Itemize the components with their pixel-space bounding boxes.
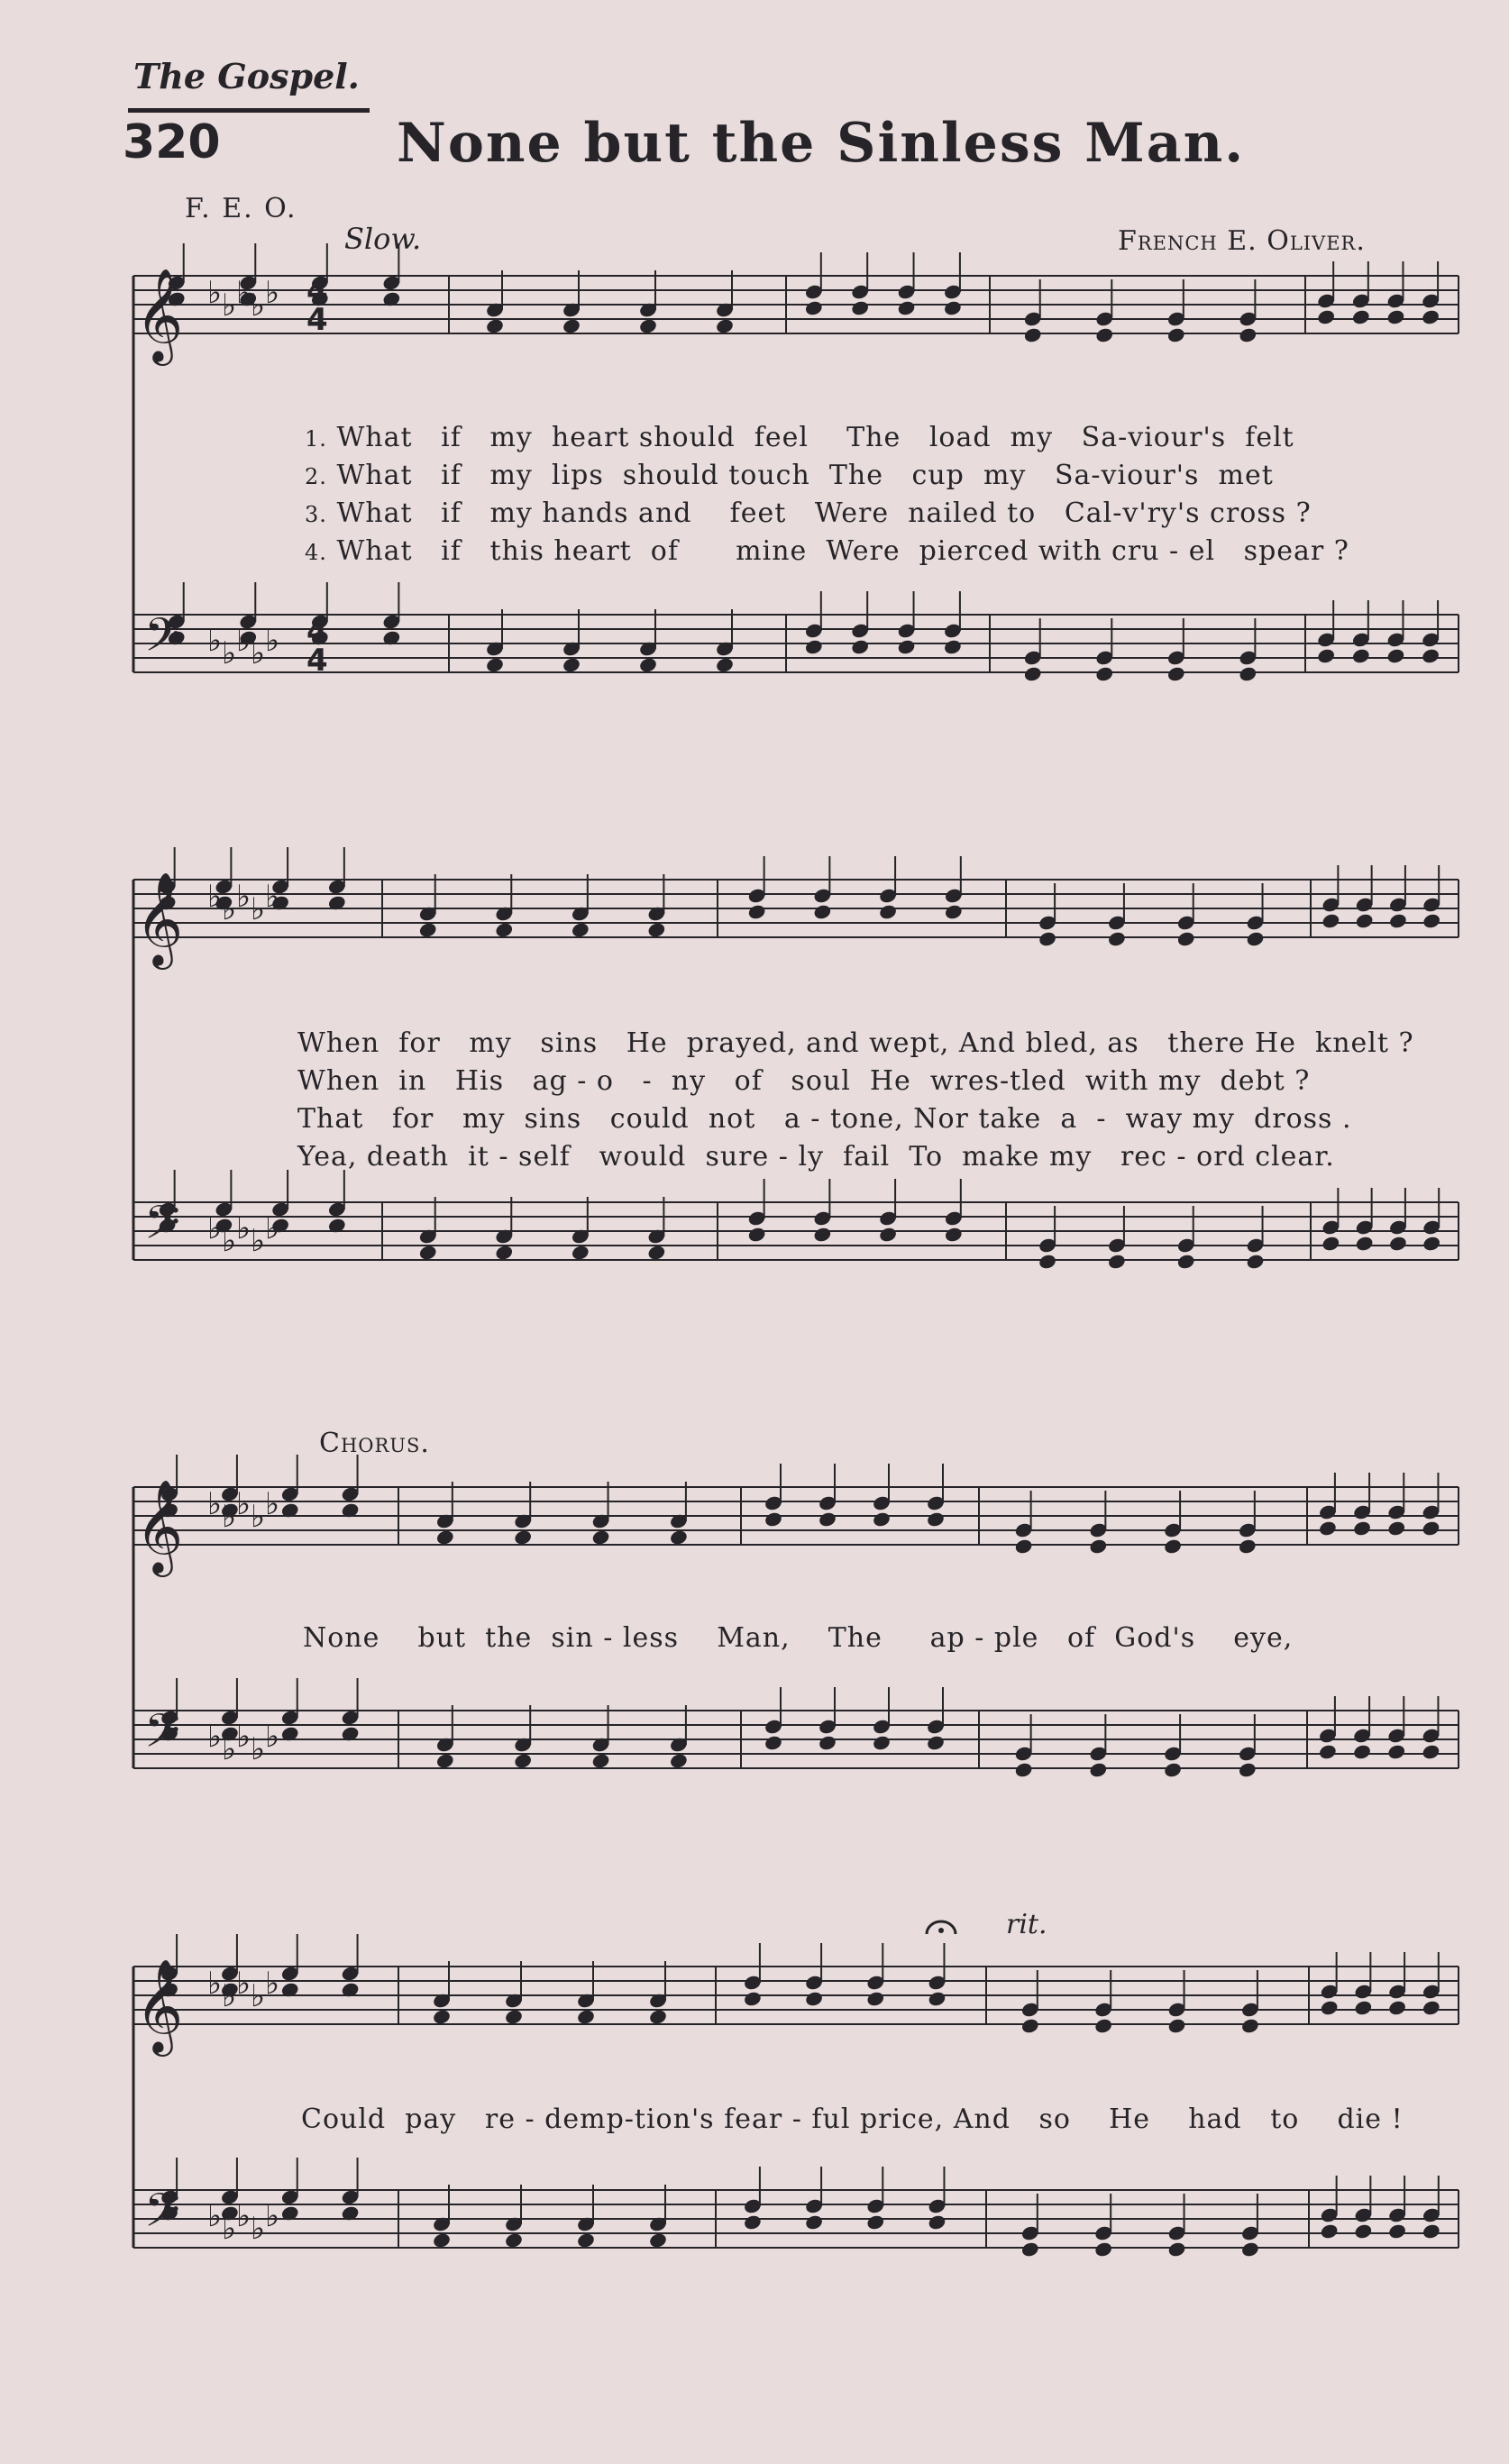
- note-head: [1093, 2017, 1113, 2034]
- verse-line-4-cont: Yea, death it - self would sure - ly fail To make my rec - ord clear.: [297, 1141, 1335, 1173]
- verse-line-4: [305, 535, 1349, 567]
- note-head: [764, 1734, 783, 1751]
- flat-icon: ♭: [207, 1966, 223, 2002]
- verse-line-1-cont: When for my sins He prayed, and wept, And bled, as there He knelt ?: [297, 1027, 1414, 1059]
- note-head: [638, 317, 658, 334]
- flat-icon: ♭: [265, 1210, 280, 1246]
- note-head: [865, 2213, 885, 2231]
- flat-icon: ♭: [222, 1499, 237, 1535]
- note-head: [1388, 912, 1408, 929]
- note-head: [1351, 308, 1371, 325]
- note-head: [1320, 2222, 1340, 2240]
- note-head: [747, 903, 767, 920]
- flat-icon: ♭: [251, 635, 266, 671]
- note-head: [1387, 2222, 1407, 2240]
- note-head: [1386, 1519, 1406, 1537]
- note-head: [494, 1244, 514, 1261]
- note-head: [1014, 1538, 1034, 1555]
- flat-icon: ♭: [236, 1966, 252, 2002]
- note-head: [647, 1244, 667, 1261]
- note-head: [1163, 1761, 1183, 1778]
- flat-icon: ♭: [265, 623, 280, 659]
- fermata-dot: [938, 1928, 944, 1933]
- note-head: [669, 1529, 689, 1546]
- verse-text: What if my heart should feel The load my Sa-viour's felt: [336, 422, 1294, 453]
- note-head: [1355, 1235, 1375, 1252]
- note-head: [897, 299, 917, 316]
- bass-clef-icon: 𝄢: [144, 1195, 180, 1261]
- note-head: [648, 2231, 668, 2249]
- note-head: [494, 921, 514, 938]
- note-head: [1386, 647, 1406, 664]
- note-head: [850, 299, 870, 316]
- note-head: [1107, 930, 1127, 947]
- treble-clef-icon: 𝄞: [135, 268, 184, 362]
- note-head: [943, 299, 963, 316]
- note-head: [1166, 665, 1186, 682]
- flat-icon: ♭: [207, 1210, 223, 1246]
- note-head: [1023, 326, 1043, 343]
- note-head: [928, 1990, 947, 2007]
- note-head: [1318, 1519, 1338, 1537]
- note-head: [1038, 1253, 1057, 1270]
- note-head: [1316, 647, 1336, 664]
- note-head: [1351, 647, 1371, 664]
- verse-text: What if my lips should touch The cup my Sa-viour's met: [336, 460, 1274, 491]
- flat-icon: ♭: [236, 879, 252, 915]
- flat-icon: ♭: [236, 1210, 252, 1246]
- flat-icon: ♭: [251, 891, 266, 927]
- note-head: [715, 656, 735, 673]
- note-head: [1094, 326, 1114, 343]
- chorus-line-1: None but the sin - less Man, The ap - ple of God's eye,: [303, 1622, 1294, 1654]
- note-head: [897, 638, 917, 655]
- note-head: [743, 2213, 763, 2231]
- section-label: The Gospel.: [133, 56, 360, 96]
- note-head: [1089, 1538, 1109, 1555]
- note-head: [1176, 930, 1196, 947]
- time-signature: 4: [306, 273, 328, 309]
- note-head: [1167, 2017, 1187, 2034]
- flat-icon: ♭: [222, 1978, 237, 2014]
- flat-icon: ♭: [207, 1486, 223, 1522]
- note-head: [943, 638, 963, 655]
- verse-number: 3.: [305, 502, 327, 527]
- note-head: [562, 656, 581, 673]
- note-head: [1422, 1999, 1441, 2016]
- note-head: [804, 638, 824, 655]
- note-head: [432, 2008, 452, 2025]
- flat-icon: ♭: [251, 1223, 266, 1259]
- note-head: [743, 1990, 763, 2007]
- note-head: [1238, 1538, 1258, 1555]
- note-head: [1020, 2240, 1040, 2258]
- note-head: [764, 1510, 783, 1528]
- note-head: [1322, 1235, 1341, 1252]
- note-head: [1422, 1743, 1441, 1760]
- flat-icon: ♭: [251, 2211, 266, 2247]
- note-head: [1166, 326, 1186, 343]
- note-head: [1107, 1253, 1127, 1270]
- flat-icon: ♭: [236, 1719, 252, 1755]
- note-head: [813, 903, 833, 920]
- note-head: [485, 656, 505, 673]
- note-head: [576, 2231, 596, 2249]
- note-head: [1240, 2240, 1260, 2258]
- chorus-line-2: Could pay re - demp-tion's fear - ful price, And so He had to die !: [301, 2104, 1404, 2135]
- flat-icon: ♭: [265, 1486, 280, 1522]
- note-head: [432, 2231, 452, 2249]
- note-head: [1239, 665, 1258, 682]
- note-head: [1176, 1253, 1196, 1270]
- composer-credit: French E. Oliver.: [1118, 225, 1366, 257]
- note-head: [926, 1734, 946, 1751]
- flat-icon: ♭: [251, 1499, 266, 1535]
- flat-icon: ♭: [207, 2198, 223, 2234]
- author-initials: F. E. O.: [185, 193, 297, 224]
- note-head: [1386, 1743, 1406, 1760]
- note-head: [1355, 912, 1375, 929]
- note-head: [513, 1752, 533, 1769]
- note-head: [804, 1990, 824, 2007]
- note-head: [872, 1734, 892, 1751]
- flat-icon: ♭: [236, 1486, 252, 1522]
- time-signature: 4: [306, 643, 328, 679]
- note-head: [1167, 2240, 1187, 2258]
- note-head: [818, 1734, 837, 1751]
- note-head: [1316, 308, 1336, 325]
- note-head: [1320, 1999, 1340, 2016]
- note-head: [1388, 1235, 1408, 1252]
- note-head: [813, 1226, 833, 1243]
- note-head: [435, 1529, 455, 1546]
- note-head: [1238, 1761, 1258, 1778]
- note-head: [1421, 647, 1440, 664]
- flat-icon: ♭: [207, 623, 223, 659]
- flat-icon: ♭: [222, 891, 237, 927]
- note-head: [1318, 1743, 1338, 1760]
- note-head: [1023, 665, 1043, 682]
- flat-icon: ♭: [207, 275, 223, 311]
- note-head: [747, 1226, 767, 1243]
- treble-clef-icon: 𝄞: [135, 1958, 184, 2053]
- flat-icon: ♭: [207, 879, 223, 915]
- verse-number: 2.: [305, 464, 327, 489]
- note-head: [669, 1752, 689, 1769]
- verse-line-2: [305, 460, 1274, 491]
- note-head: [928, 2213, 947, 2231]
- note-head: [1421, 308, 1440, 325]
- time-signature: 4: [306, 302, 328, 338]
- flat-icon: ♭: [265, 275, 280, 311]
- bass-clef-icon: 𝄢: [144, 1703, 180, 1769]
- note-head: [804, 2213, 824, 2231]
- note-head: [1354, 2222, 1374, 2240]
- note-head: [1093, 2240, 1113, 2258]
- note-head: [485, 317, 505, 334]
- flat-icon: ♭: [265, 879, 280, 915]
- flat-icon: ♭: [222, 1731, 237, 1767]
- note-head: [1246, 930, 1266, 947]
- note-head: [513, 1529, 533, 1546]
- note-head: [1352, 1743, 1372, 1760]
- note-head: [576, 2008, 596, 2025]
- note-head: [647, 921, 667, 938]
- note-head: [1354, 1999, 1374, 2016]
- flat-icon: ♭: [236, 275, 252, 311]
- note-head: [1422, 1235, 1441, 1252]
- note-head: [1422, 912, 1441, 929]
- note-head: [638, 656, 658, 673]
- note-head: [504, 2008, 524, 2025]
- note-head: [591, 1752, 611, 1769]
- note-head: [504, 2231, 524, 2249]
- note-head: [418, 921, 438, 938]
- note-head: [1422, 2222, 1441, 2240]
- note-head: [878, 903, 898, 920]
- note-head: [1038, 930, 1057, 947]
- note-head: [878, 1226, 898, 1243]
- note-head: [435, 1752, 455, 1769]
- note-head: [926, 1510, 946, 1528]
- note-head: [804, 299, 824, 316]
- note-head: [648, 2008, 668, 2025]
- bass-clef-icon: 𝄢: [144, 607, 180, 673]
- treble-clef-icon: 𝄞: [135, 872, 184, 966]
- note-head: [872, 1510, 892, 1528]
- hymn-title: None but the Sinless Man.: [397, 112, 1246, 175]
- flat-icon: ♭: [207, 1719, 223, 1755]
- hymn-number: 320: [123, 115, 221, 169]
- chorus-label: Chorus.: [319, 1428, 430, 1459]
- note-head: [944, 903, 964, 920]
- note-head: [850, 638, 870, 655]
- ritardando-marking: rit.: [1006, 1909, 1047, 1940]
- note-head: [1020, 2017, 1040, 2034]
- note-head: [1094, 665, 1114, 682]
- note-head: [818, 1510, 837, 1528]
- flat-icon: ♭: [251, 287, 266, 324]
- flat-icon: ♭: [265, 2198, 280, 2234]
- verse-line-3: [305, 497, 1312, 529]
- flat-icon: ♭: [222, 1223, 237, 1259]
- note-head: [715, 317, 735, 334]
- flat-icon: ♭: [222, 287, 237, 324]
- note-head: [1387, 1999, 1407, 2016]
- verse-line-3-cont: That for my sins could not a - tone, Nor take a - way my dross .: [297, 1103, 1352, 1135]
- note-head: [418, 1244, 438, 1261]
- flat-icon: ♭: [222, 2211, 237, 2247]
- note-head: [571, 1244, 590, 1261]
- note-head: [562, 317, 581, 334]
- note-head: [1322, 912, 1341, 929]
- time-signature: 4: [306, 614, 328, 650]
- bass-clef-icon: 𝄢: [144, 2183, 180, 2249]
- note-head: [865, 1990, 885, 2007]
- note-head: [1240, 2017, 1260, 2034]
- verse-number: 1.: [305, 426, 327, 452]
- flat-icon: ♭: [251, 1978, 266, 2014]
- flat-icon: ♭: [265, 1719, 280, 1755]
- note-head: [1422, 1519, 1441, 1537]
- note-head: [591, 1529, 611, 1546]
- flat-icon: ♭: [222, 635, 237, 671]
- flat-icon: ♭: [265, 1966, 280, 2002]
- verse-number: 4.: [305, 540, 327, 565]
- flat-icon: ♭: [236, 623, 252, 659]
- tempo-marking: Slow.: [344, 222, 422, 256]
- flat-icon: ♭: [251, 1731, 266, 1767]
- note-head: [1014, 1761, 1034, 1778]
- verse-line-2-cont: When in His ag - o - ny of soul He wres-tled with my debt ?: [297, 1065, 1311, 1097]
- verse-text: What if this heart of mine Were pierced with cru - el spear ?: [336, 535, 1349, 567]
- note-head: [1163, 1538, 1183, 1555]
- note-head: [1386, 308, 1406, 325]
- note-head: [1089, 1761, 1109, 1778]
- note-head: [1246, 1253, 1266, 1270]
- note-head: [944, 1226, 964, 1243]
- note-head: [571, 921, 590, 938]
- verse-text: What if my hands and feet Were nailed to Cal-v'ry's cross ?: [336, 497, 1312, 529]
- note-head: [1239, 326, 1258, 343]
- verse-line-1: [305, 422, 1294, 453]
- note-head: [1352, 1519, 1372, 1537]
- treble-clef-icon: 𝄞: [135, 1479, 184, 1574]
- flat-icon: ♭: [236, 2198, 252, 2234]
